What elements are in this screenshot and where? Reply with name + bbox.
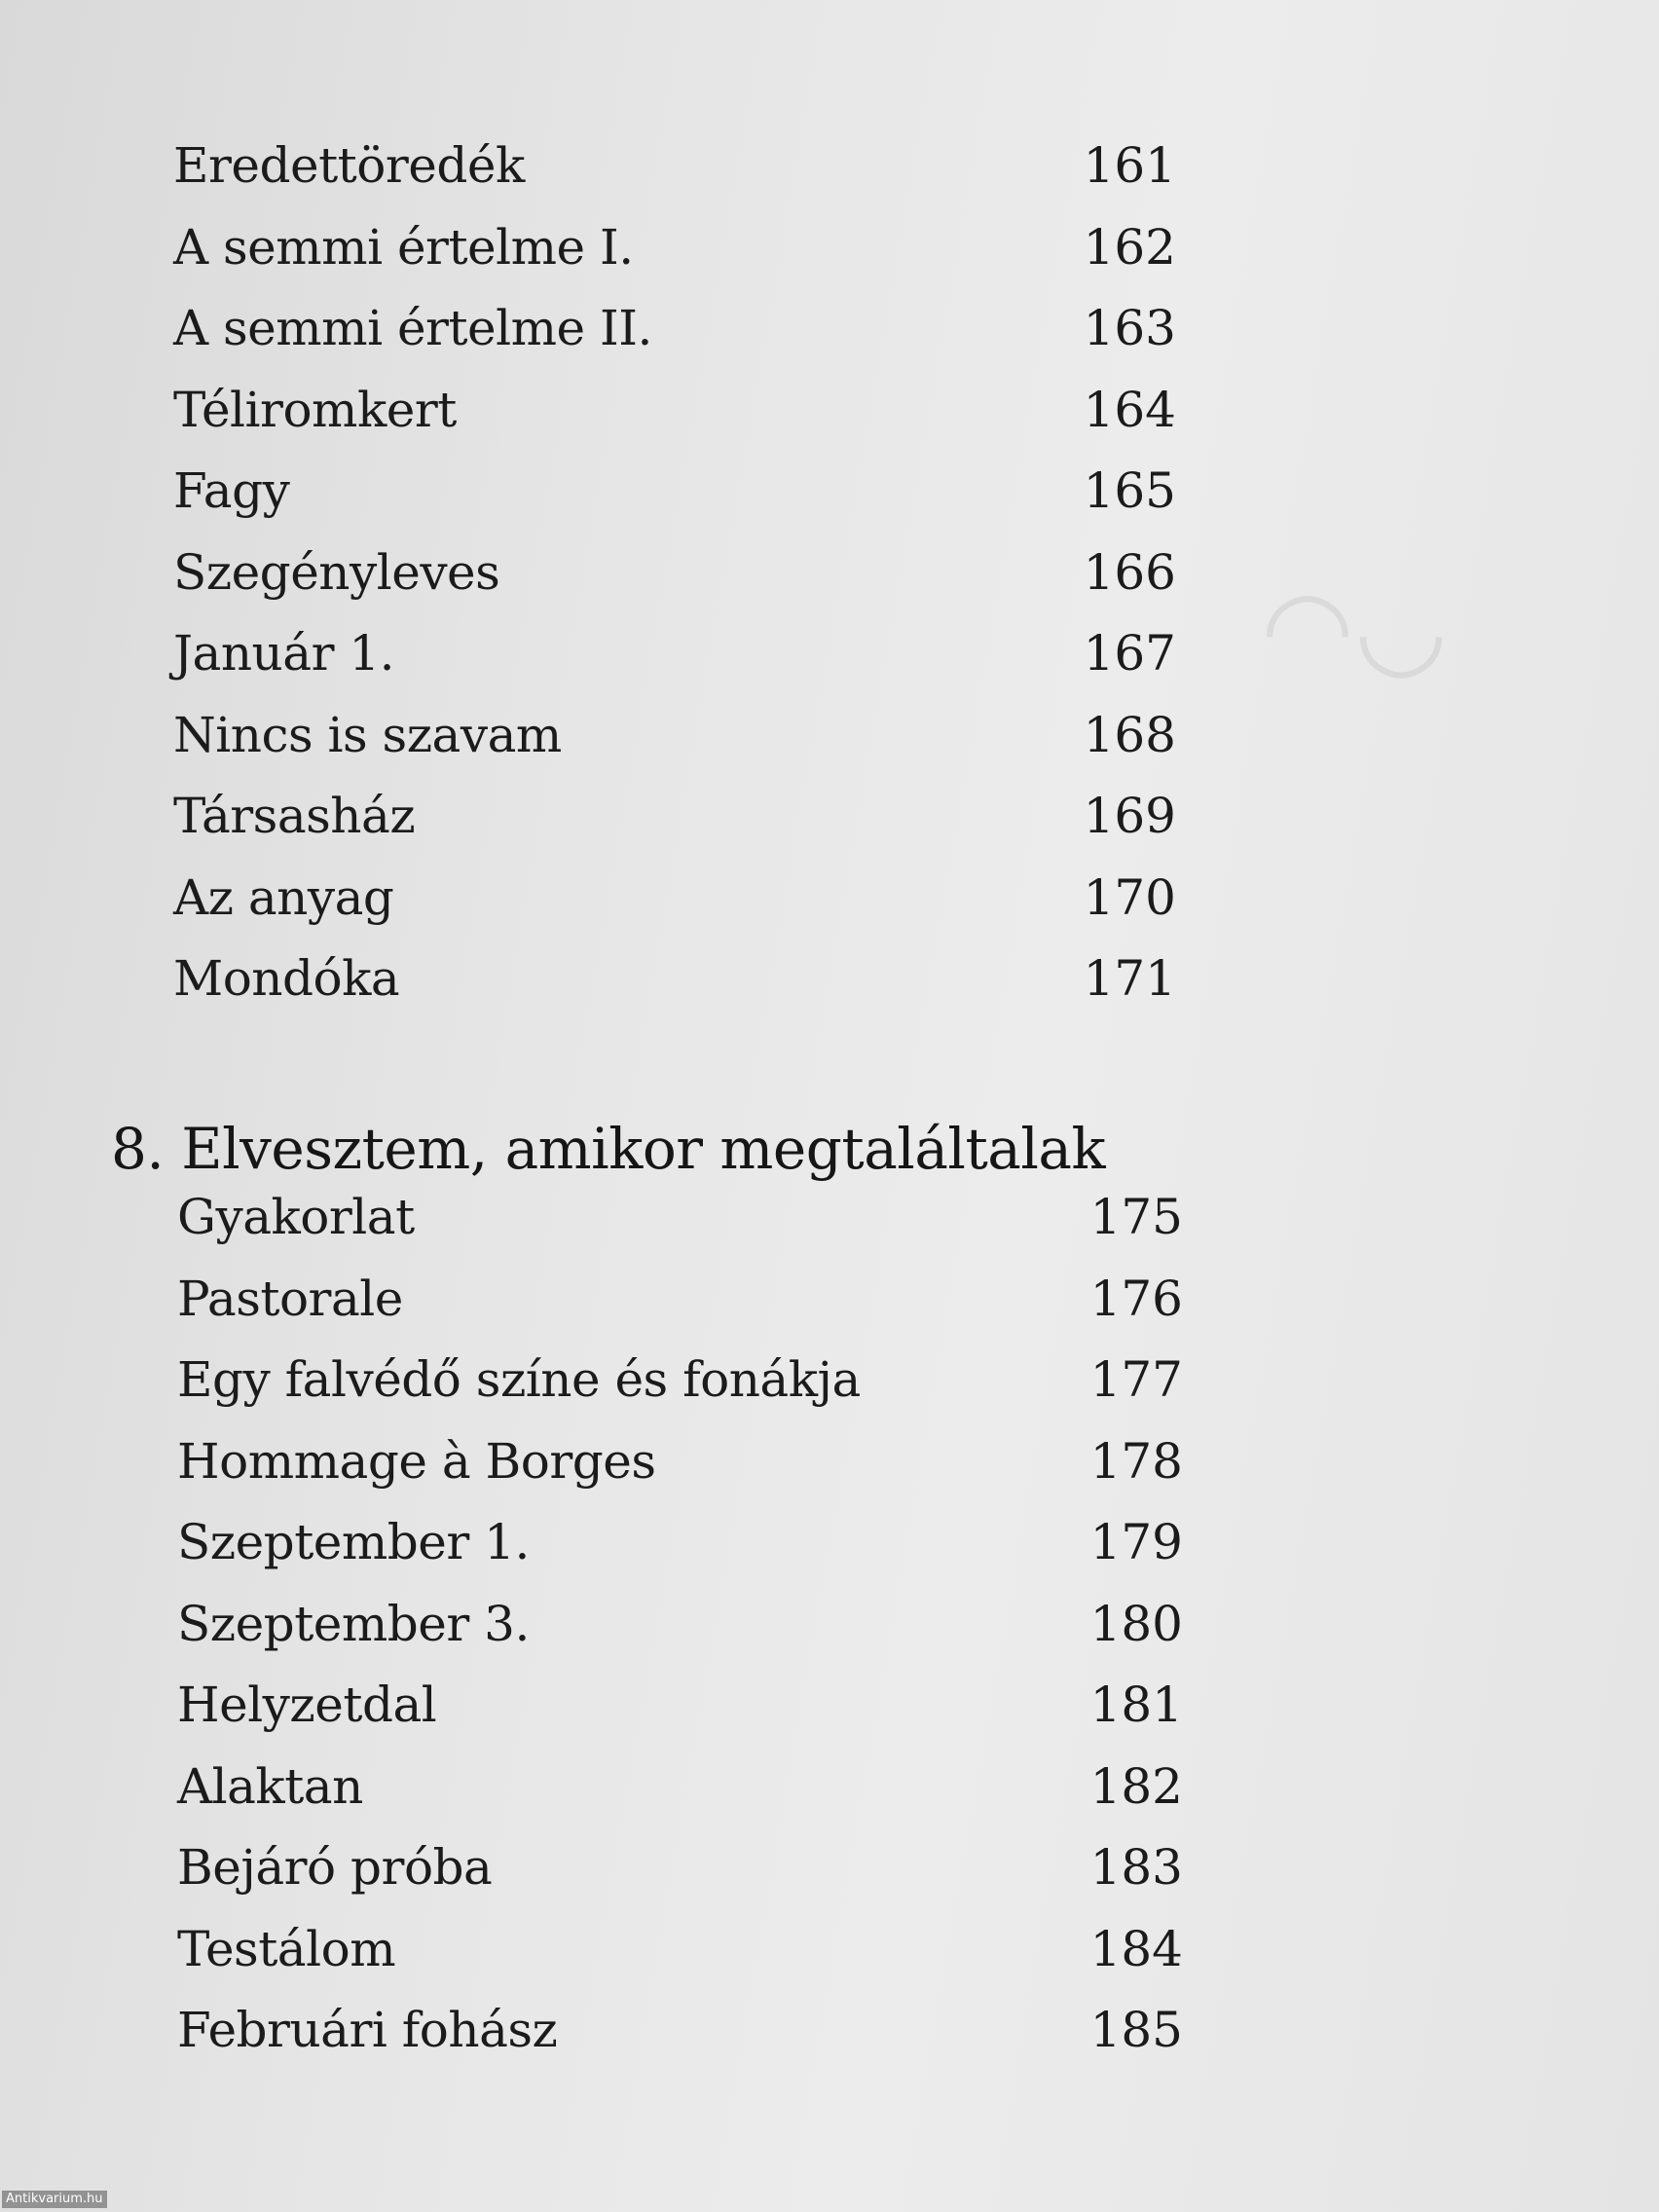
toc-entry-page: 163 bbox=[1083, 300, 1176, 356]
toc-entry bbox=[0, 1188, 1659, 1270]
toc-entry bbox=[0, 868, 1659, 950]
toc-entry-page: 170 bbox=[1083, 868, 1176, 926]
toc-entry-title: Fagy bbox=[173, 462, 290, 519]
toc-entry bbox=[0, 218, 1659, 300]
toc-entry-page: 183 bbox=[1089, 1839, 1183, 1896]
toc-entry-title: Gyakorlat bbox=[177, 1189, 415, 1245]
toc-entry-title: Testálom bbox=[177, 1920, 396, 1977]
toc-entry-page: 182 bbox=[1089, 1757, 1183, 1815]
section-heading: 8. Elvesztem, amikor megtaláltalak bbox=[111, 1116, 1106, 1182]
toc-entry-title: Hommage à Borges bbox=[177, 1432, 656, 1490]
toc-entry bbox=[0, 461, 1659, 543]
toc-entry bbox=[0, 1513, 1659, 1595]
toc-entry bbox=[0, 543, 1659, 625]
toc-entry bbox=[0, 136, 1659, 218]
toc-entry bbox=[0, 1350, 1659, 1432]
toc-list-part1 bbox=[0, 136, 1659, 1031]
toc-entry-page: 164 bbox=[1083, 381, 1176, 438]
toc-entry-page: 161 bbox=[1083, 137, 1176, 194]
toc-entry-page: 181 bbox=[1089, 1677, 1183, 1733]
toc-entry-page: 185 bbox=[1089, 2002, 1183, 2058]
toc-entry-page: 171 bbox=[1083, 950, 1176, 1007]
toc-entry-title: Bejáró próba bbox=[177, 1839, 493, 1896]
toc-entry-title: Februári fohász bbox=[177, 2002, 558, 2058]
toc-entry-page: 179 bbox=[1089, 1514, 1183, 1570]
toc-entry-title: Szegényleves bbox=[173, 543, 500, 601]
toc-entry-title: Mondóka bbox=[173, 950, 400, 1007]
toc-entry-title: Eredettöredék bbox=[173, 137, 525, 194]
toc-entry-title: Egy falvédő színe és fonákja bbox=[177, 1351, 861, 1408]
toc-entry bbox=[0, 1432, 1659, 1514]
toc-entry-title: Pastorale bbox=[177, 1270, 403, 1327]
toc-entry-page: 180 bbox=[1089, 1595, 1183, 1652]
watermark: Antikvarium.hu bbox=[2, 2191, 107, 2208]
toc-entry bbox=[0, 706, 1659, 788]
toc-entry bbox=[0, 949, 1659, 1031]
toc-entry-title: Helyzetdal bbox=[177, 1677, 437, 1733]
toc-entry-title: A semmi értelme I. bbox=[173, 218, 634, 276]
toc-entry-title: Téliromkert bbox=[173, 381, 457, 438]
toc-entry-page: 178 bbox=[1089, 1432, 1183, 1490]
toc-entry-title: Szeptember 3. bbox=[177, 1595, 530, 1652]
toc-entry-page: 165 bbox=[1083, 462, 1176, 519]
toc-entry bbox=[0, 2001, 1659, 2083]
toc-entry-page: 184 bbox=[1089, 1920, 1183, 1977]
toc-entry bbox=[0, 381, 1659, 462]
toc-entry-title: Alaktan bbox=[177, 1757, 363, 1815]
toc-entry-title: Nincs is szavam bbox=[173, 706, 562, 763]
toc-entry-page: 168 bbox=[1083, 706, 1176, 763]
toc-entry bbox=[0, 299, 1659, 381]
toc-list-part2 bbox=[0, 1188, 1659, 2083]
toc-entry-title: Január 1. bbox=[173, 625, 395, 682]
toc-entry-page: 177 bbox=[1089, 1351, 1183, 1408]
toc-entry bbox=[0, 624, 1659, 706]
toc-entry bbox=[0, 787, 1659, 868]
show-through-logo-icon: ◠◡ bbox=[1261, 566, 1448, 690]
toc-entry-title: Szeptember 1. bbox=[177, 1514, 530, 1570]
toc-entry-title: Az anyag bbox=[173, 868, 394, 926]
toc-entry bbox=[0, 1920, 1659, 2002]
toc-entry-page: 167 bbox=[1083, 625, 1176, 682]
toc-entry bbox=[0, 1838, 1659, 1920]
toc-entry-page: 176 bbox=[1089, 1270, 1183, 1327]
toc-entry bbox=[0, 1595, 1659, 1677]
toc-entry bbox=[0, 1757, 1659, 1839]
toc-entry-title: A semmi értelme II. bbox=[173, 300, 652, 356]
toc-entry-page: 169 bbox=[1083, 788, 1176, 844]
toc-entry-page: 175 bbox=[1089, 1189, 1183, 1245]
toc-entry-page: 162 bbox=[1083, 218, 1176, 276]
toc-entry-title: Társasház bbox=[173, 788, 416, 844]
toc-entry bbox=[0, 1270, 1659, 1351]
toc-entry bbox=[0, 1676, 1659, 1757]
toc-entry-page: 166 bbox=[1083, 543, 1176, 601]
